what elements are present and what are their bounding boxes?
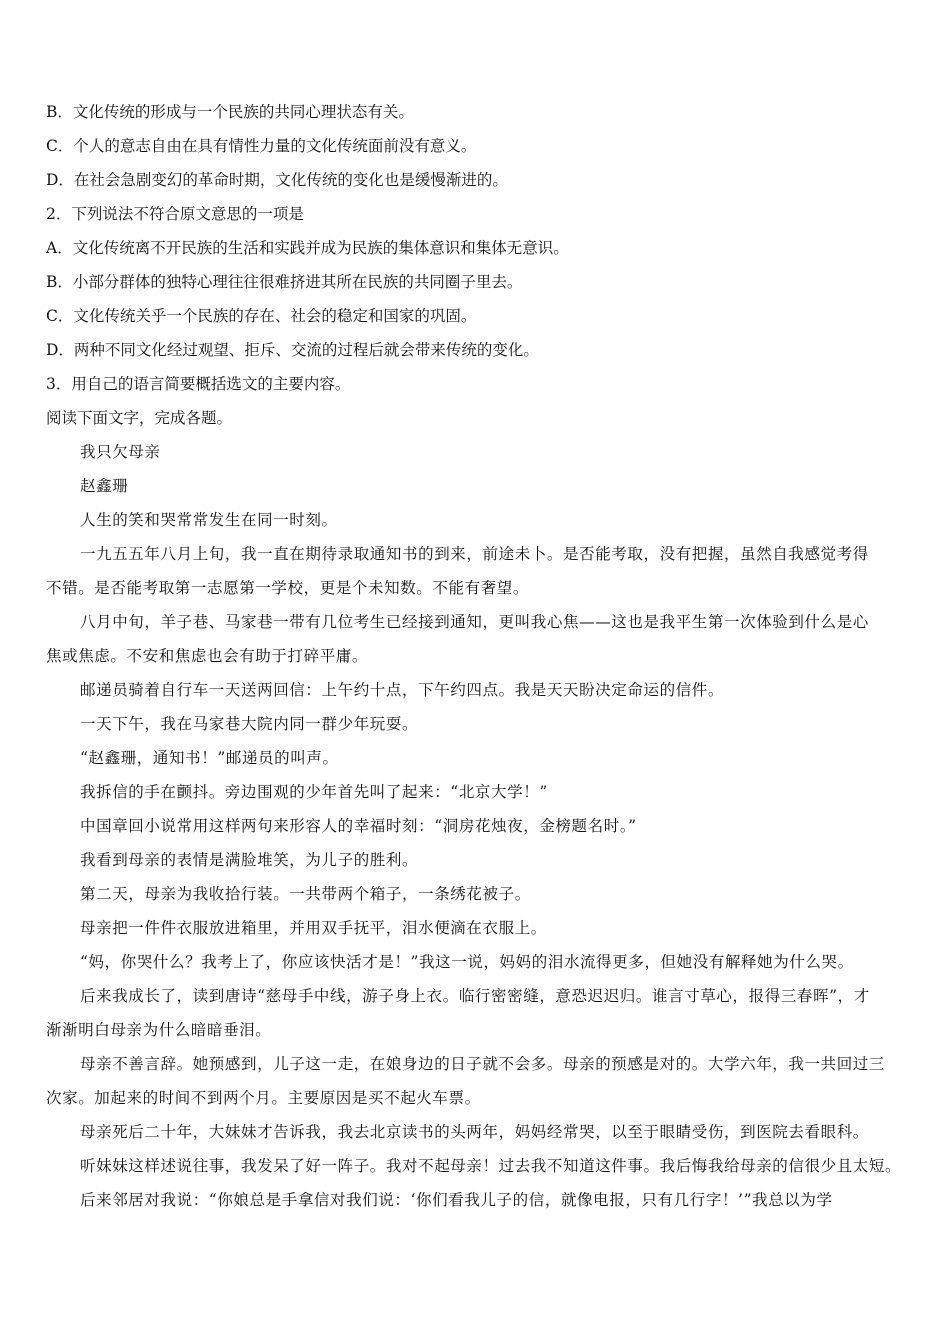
article-line: 八月中旬，羊子巷、马家巷一带有几位考生已经接到通知，更叫我心焦——这也是我平生第一次体验到什么是心	[80, 613, 869, 631]
article-line: 我看到母亲的表情是满脸堆笑，为儿子的胜利。	[80, 851, 419, 869]
article-line: 中国章回小说常用这样两句来形容人的幸福时刻：“洞房花烛夜，金榜题名时。”	[80, 817, 637, 835]
article-line: 邮递员骑着自行车一天送两回信：上午约十点，下午约四点。我是天天盼决定命运的信件。	[80, 681, 725, 699]
article-line: 次家。加起来的时间不到两个月。主要原因是买不起火车票。	[46, 1089, 481, 1107]
article-line: 母亲死后二十年，大妹妹才告诉我，我去北京读书的头两年，妈妈经常哭，以至于眼睛受伤，到医院去看眼科。	[80, 1123, 869, 1141]
article-line: 第二天，母亲为我收拾行装。一共带两个箱子，一条绣花被子。	[80, 885, 531, 903]
q2-option-b: B．小部分群体的独特心理往往很难挤进其所在民族的共同圈子里去。	[46, 273, 523, 291]
q2-option-c: C．文化传统关乎一个民族的存在、社会的稳定和国家的巩固。	[46, 307, 477, 325]
q1-option-d: D．在社会急剧变幻的革命时期，文化传统的变化也是缓慢渐进的。	[46, 171, 508, 189]
article-line: 渐渐明白母亲为什么暗暗垂泪。	[46, 1021, 272, 1039]
article-line: 后来邻居对我说：“你娘总是手拿信对我们说：‘你们看我儿子的信，就像电报，只有几行字！’”我总以为学	[80, 1191, 833, 1209]
article-line: “赵鑫珊，通知书！”邮递员的叫声。	[80, 749, 339, 767]
q2-stem: 2．下列说法不符合原文意思的一项是	[46, 205, 304, 223]
article-line: 一天下午，我在马家巷大院内同一群少年玩耍。	[80, 715, 419, 733]
article-title: 我只欠母亲	[80, 443, 161, 461]
article-line: 人生的笑和哭常常发生在同一时刻。	[80, 511, 338, 529]
article-line: “妈，你哭什么？我考上了，你应该快活才是！”我这一说，妈妈的泪水流得更多，但她没有解释她为什么哭。	[80, 953, 854, 971]
q2-option-d: D．两种不同文化经过观望、拒斥、交流的过程后就会带来传统的变化。	[46, 341, 539, 359]
q1-option-c: C．个人的意志自由在具有情性力量的文化传统面前没有意义。	[46, 137, 477, 155]
q3-stem: 3．用自己的语言简要概括选文的主要内容。	[46, 375, 351, 393]
q2-option-a: A．文化传统离不开民族的生活和实践并成为民族的集体意识和集体无意识。	[46, 239, 569, 257]
article-line: 我拆信的手在颤抖。旁边围观的少年首先叫了起来：“北京大学！”	[80, 783, 548, 801]
article-line: 听妹妹这样述说往事，我发呆了好一阵子。我对不起母亲！过去我不知道这件事。我后悔我给母亲的信很少且太短。	[80, 1157, 902, 1175]
article-line: 不错。是否能考取第一志愿第一学校，更是个未知数。不能有奢望。	[46, 579, 530, 597]
q1-option-b: B．文化传统的形成与一个民族的共同心理状态有关。	[46, 103, 414, 121]
article-author: 赵鑫珊	[80, 477, 129, 495]
article-line: 焦或焦虑。不安和焦虑也会有助于打碎平庸。	[46, 647, 369, 665]
reading-instruction: 阅读下面文字，完成各题。	[46, 409, 233, 427]
article-line: 母亲不善言辞。她预感到，儿子这一走，在娘身边的日子就不会多。母亲的预感是对的。大学六年，我一共回过三	[80, 1055, 886, 1073]
article-line: 母亲把一件件衣服放进箱里，并用双手抚平，泪水便滴在衣服上。	[80, 919, 547, 937]
article-line: 一九五五年八月上旬，我一直在期待录取通知书的到来，前途未卜。是否能考取，没有把握，虽然自我感觉考得	[80, 545, 869, 563]
article-line: 后来我成长了，读到唐诗“慈母手中线，游子身上衣。临行密密缝，意恐迟迟归。谁言寸草心，报得三春晖”，才	[80, 987, 870, 1005]
